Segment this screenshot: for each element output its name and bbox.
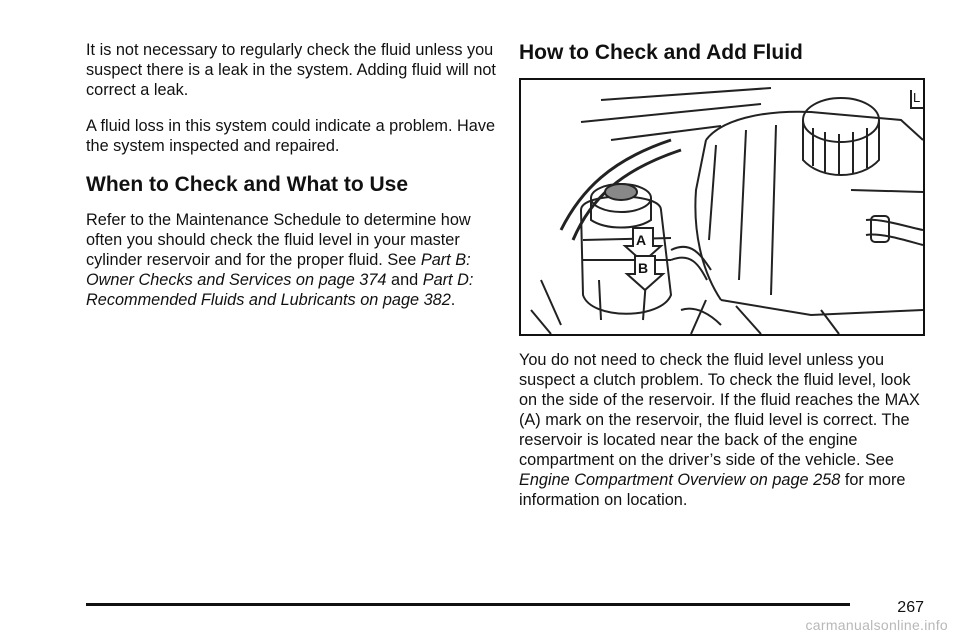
maintenance-text-3: . — [450, 291, 456, 309]
footer-rule — [86, 603, 850, 606]
left-column — [86, 40, 496, 326]
maintenance-text-1: Refer to the Maintenance Schedule to determine how often you should check the fluid level in your master cylinder reservoir and for the proper fluid. See — [86, 211, 471, 269]
label-b: B — [638, 260, 649, 276]
owner-checks-link[interactable]: Part B: Owner Checks and Services on page 374 — [86, 251, 471, 289]
check-fluid-text-1: You do not need to check the fluid level unless you suspect a clutch problem. To check the fluid level, look on the side of the reservoir. If the fluid reaches the MAX (A) mark on the reservoir, the fluid level is correct. The reservoir is located near the back of the engine compartment on the driver’s side of the vehicle. See — [519, 351, 920, 469]
maintenance-text-2: and — [386, 271, 423, 289]
right-column — [519, 40, 929, 526]
label-a: A — [636, 232, 647, 248]
intro-paragraph: It is not necessary to regularly check the fluid unless you suspect there is a leak in the system. Adding fluid will not correct a leak. — [86, 41, 496, 99]
check-fluid-paragraph — [519, 350, 929, 510]
reservoir-illustration — [519, 78, 925, 336]
corner-mark: L — [913, 90, 921, 105]
maintenance-paragraph — [86, 210, 496, 310]
fluid-loss-paragraph: A fluid loss in this system could indicate a problem. Have the system inspected and repaired. — [86, 117, 496, 155]
when-to-check-heading: When to Check and What to Use — [86, 173, 409, 196]
reservoir-drawing — [521, 80, 923, 334]
how-to-check-heading: How to Check and Add Fluid — [519, 41, 803, 64]
check-fluid-text-2: for more information on location. — [519, 471, 906, 509]
recommended-fluids-link[interactable]: Part D: Recommended Fluids and Lubricants on page 382 — [86, 271, 474, 309]
page-number: 267 — [897, 599, 924, 616]
watermark: carmanualsonline.info — [805, 617, 948, 633]
engine-compartment-link[interactable]: Engine Compartment Overview on page 258 — [519, 471, 841, 489]
